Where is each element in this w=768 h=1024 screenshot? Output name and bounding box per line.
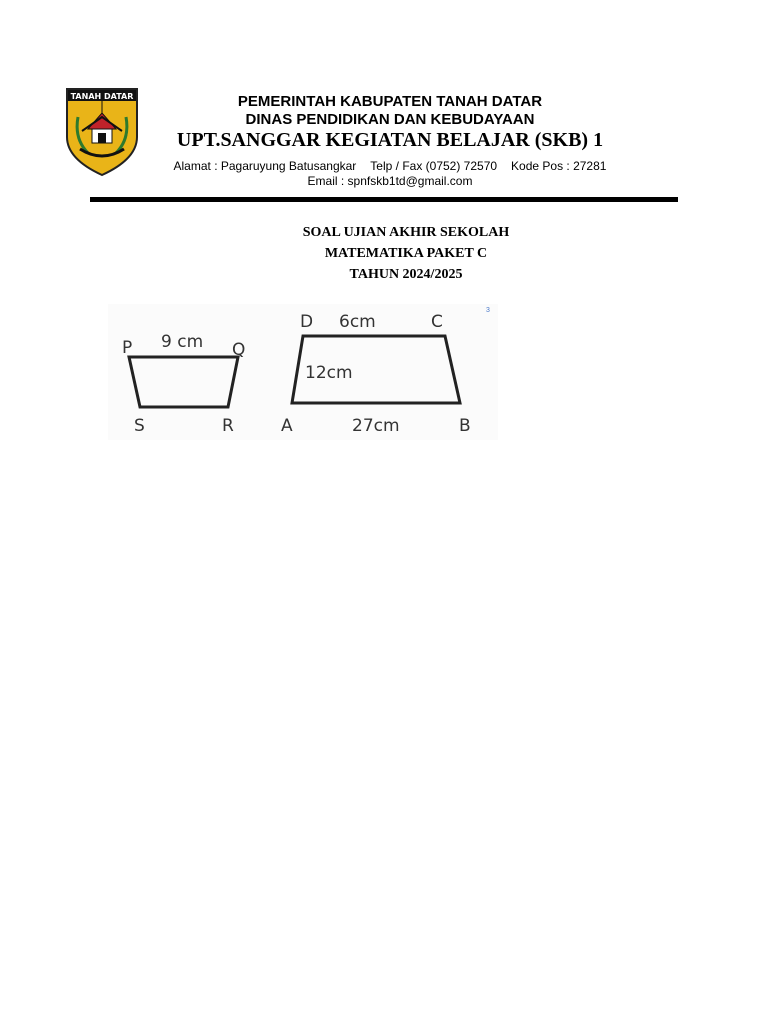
tanah-datar-logo <box>64 87 140 177</box>
label-q: Q <box>232 340 246 360</box>
exam-year: TAHUN 2024/2025 <box>349 267 463 282</box>
label-12cm: 12cm <box>305 363 353 383</box>
institution-name: UPT.SANGGAR KEGIATAN BELAJAR (SKB) 1 <box>176 129 604 151</box>
label-a: A <box>281 416 293 436</box>
label-27cm: 27cm <box>352 416 400 436</box>
postal-code: Kode Pos : 27281 <box>511 159 607 173</box>
label-p: P <box>122 338 133 358</box>
label-c: C <box>431 312 443 332</box>
logo-text: TANAH DATAR <box>70 92 134 101</box>
header-divider <box>90 197 678 202</box>
label-6cm: 6cm <box>339 312 376 332</box>
email: Email : spnfskb1td@gmail.com <box>307 174 473 188</box>
figure-marker: 3 <box>486 307 490 314</box>
label-b: B <box>459 416 471 436</box>
exam-title: SOAL UJIAN AKHIR SEKOLAH <box>302 225 510 240</box>
phone: Telp / Fax (0752) 72570 <box>370 159 498 173</box>
department-name: DINAS PENDIDIKAN DAN KEBUDAYAAN <box>245 111 535 128</box>
label-9cm: 9 cm <box>161 332 204 352</box>
label-d: D <box>300 312 314 332</box>
address: Alamat : Pagaruyung Batusangkar <box>173 159 357 173</box>
label-s: S <box>134 416 145 436</box>
address-line <box>160 159 620 173</box>
government-name: PEMERINTAH KABUPATEN TANAH DATAR <box>237 93 543 110</box>
trapezoid-figure <box>108 304 498 440</box>
exam-subject: MATEMATIKA PAKET C <box>324 246 488 261</box>
label-r: R <box>222 416 234 436</box>
